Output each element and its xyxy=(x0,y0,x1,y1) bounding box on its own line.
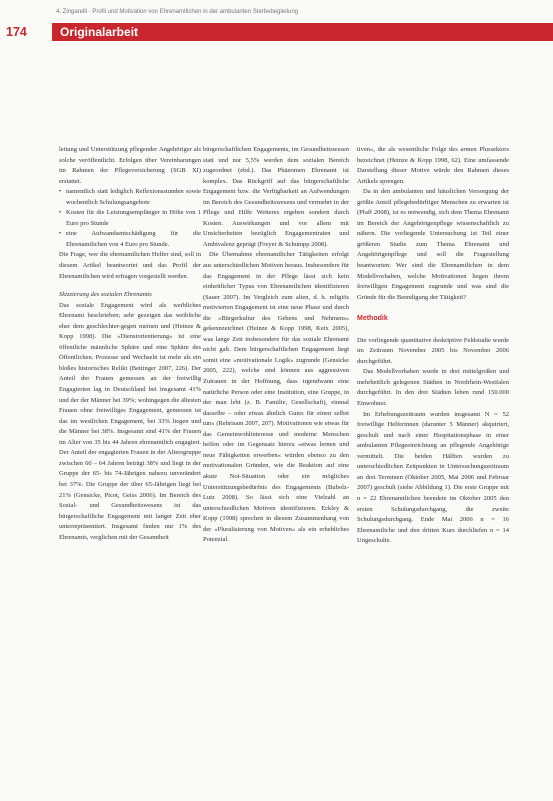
paragraph: leitung und Unterstützung pflegender Angehöriger als solche veröffentlicht. Erfolgen über Vereinbarungen im Rahmen der Pflegeversicherung (SGB XI) erstattet. xyxy=(59,146,201,185)
section-title: Originalarbeit xyxy=(60,25,139,39)
running-head: 4. Zingarelli · Profil und Motivation von Ehrenamtlichen in der ambulanten Sterbebegleitung xyxy=(56,9,299,15)
paragraph: Die Übernahme ehrenamtlicher Tätigkeiten erfolgt aus unterschiedlichen Motiven heraus. Insbesondere für das Engagement in der Pflege lässt sich kein einheitlicher Typus von Ehrenamtlichen identifizieren (Sauer 2007). Im Vergleich zum alten, d. h. religiös motivierten Engagement ist eine neue Phase und durch die »Bürgerkultur des Gebens und Nehmens« gekennzeichnet (Heinze & Kopp 1998, Keix 2005), was lange Zeit insbesondere für das soziale Ehrenamt nicht galt. Dem bürgerschaftlichen Engagement liegt somit eine »motivationale Logik« zugrunde (Gensicke 2005, 222), welche sind können aus aggressiven Zutrauen in der Hoffnung, dass irgendwann eine natürliche Person oder eine Institution, eine Gruppe, in der man lebt (z. B. Familie, Gesellschaft), einmal dasselbe – oder etwas ähnlich Gutes für einen selbst tun« (Rehrisam 2007, 207). Motivationen wie etwas für das Gemeinwohlinteresse und moderne Menschen helfen oder im Gegensatz hierzu »etwas lernen und neue Fähigkeiten erwerben« würden ebenso zu den motivationalen Gründen, wie die Reaktion auf eine akute Not-Situation oder ein mögliches Unterstützungsbedürfnis des Engagements (Bubolz-Lutz 2008). So lässt sich eine Vielzahl an unterschiedlichen Motiven identifizieren. Eckley & Kopp (1998) sprechen in diesem Zusammenhang von der »Pluralisierung von Motiven« als ein erhebliches Potenzial. xyxy=(203,251,349,544)
paragraph: tiven«, die als wesentliche Folge des armen Plussektors bezeichnet (Heinze & Kopp 1998, 62). Eine umfassende Darstellung dieser Motive würde den Rahmen dieses Artikels sprengen. xyxy=(357,146,509,185)
section-heading-methodik: Methodik xyxy=(357,315,388,323)
paragraph: Das soziale Engagement wird als weibliches Ehrenamt beschrieben; sehr gezeigen das weibliche eher dem geschlechter-gegen meinen und (Heinze & Kopp 1998). Die »Dienstorientierung« ist eine öffentliche männliche Sphäre und eine Sphäre des Öffentlichen. Prozesse und Wechseln ist mehr als ein bloßes historisches Relikt (Bettinger 2007, 226). Der Anteil der Frauen gemessen an der freiwillig Engagierten lag in Deutschland bei insgesamt 41% und der der Männer bei 39%; wohingegen die ältesten Frauen ohne freiwilliges Engagement, gemessen ist das im westlichen Engagement, bei 33% liegen und die Männer bei 38%. Insgesamt sind 41% der Frauen im Alter von 35 bis 44 Jahren ehrenamtlich engagiert. Der Anteil der engagierten Frauen in der Altersgruppe zwischen 60 – 64 Jahren beträgt 38% und liegt in der Gruppe der 65- bis 74-Jährigen nahezu unverändert bei 37%. Die Gruppe der über 65-Jährigen liegt bei 21% (Gensicke, Picot, Geiss 2006). Im Bereich des Sozial- und Gesundheitswesens ist das bürgerschaftliche Engagement mit langer Zeit eher unterrepräsentiert. Insgesamt finden nur 1% des Ehrenamts, verglichen mit der Gesamtheit xyxy=(59,301,201,541)
text-column-3 xyxy=(357,145,509,801)
bullet-item: • eine Aufwandsentschädigung für die Ehrenamtlichen von 4 Euro pro Stunde. xyxy=(59,229,201,250)
paragraph: Die Frage, wer die ehrenamtlichen Helfer sind, soll in diesem Artikel beantwortet und das Profil der Ehrenamtlichen wird erfragen vorgestellt werden. xyxy=(59,251,201,280)
bullet-item: • namentlich statt lediglich Reflexionsstunden sowie wochentlich Schulungsangebote xyxy=(59,187,201,208)
section-tab xyxy=(52,23,553,41)
paragraph: Das Modellvorhaben wurde in drei mittelgroßen und mehrheitlich gelegenen Städten in Nordrhein-Westfalen durchgeführt. In den drei Städten leben rund 150.000 Einwohner. xyxy=(357,368,509,408)
paragraph: Im Erhebungszeitraum wurden insgesamt N = 52 freiwillige Helferinnen (darunter 5 Männer) akquiriert, geschult und nach einer Hospitationsphase in einer ambulanten Pflegeeinrichtung an pflegende Angehörige vermittelt. Die beiden Hälften wurden zu unterschiedlichen Zeitpunkten in Untersuchungszeitraum an drei Terminen (Oktober 2005, Mai 2006 und Februar 2007) geschult (siehe Abbildung 1). Die erste Gruppe mit n = 22 Ehrenamtlichen beendete im Oktober 2005 den ersten Schulungsdurchgang, die zweite Schulungsdurchgang. Ende Mai 2006 n = 16 Ehrenamtliche und den dritten Kurs durchliefen n = 14 Ungeschulte. xyxy=(357,410,509,545)
paragraph: bürgerschaftlichen Engagements, im Gesundheitswesen statt und nur 5,5% werden dem sozialen Bereich zugeordnet (ebd.). Das Phänomen Ehrenamt ist komplex. Das Rückgriff auf das bürgerschaftliche Engagement bzw. die Verfügbarkeit an Aufwendungen im Bereich des Gesundheitswesens und vermehrt in der Pflege und Hilfe Weiteres ergeben sondern durch Kosten. Auswirkungen und vor allem mit Unsicherheiten bezüglich Engagementraten und Ambivalenz geprägt (Freyer & Schumpp 2008). xyxy=(203,146,349,248)
text-column-2 xyxy=(203,145,349,801)
bullet-list xyxy=(59,187,201,250)
text-column-1 xyxy=(59,145,201,801)
paragraph: Die vorliegende quantitative deskriptive Feldstudie wurde im Zeitraum November 2005 bis November 2006 durchgeführt. xyxy=(357,336,509,365)
bullet-item: • Kosten für die Leistungsempfänger in Höhe von 1 Euro pro Stunde xyxy=(59,208,201,229)
subheading: Skizzierung des sozialen Ehrenamts xyxy=(59,291,152,299)
paragraph: Da in den ambulanten und häuslichen Versorgung der größte Anteil pflegebedürftiger Menschen zu erwarten ist (Pfaff 2008), ist es notwendig, sich dem Thema Ehrenamt im Bereich der Angehörigenpflege wissenschaftlich zu nähern. Die vorliegende Untersuchung ist Teil einer größeren Studie zum Thema Ehrenamt und Angehörigenpflege und soll die Fragestellung beantworten: Wer sind die Ehrenamtlichen in dem Modellvorhaben, welche Motivationen liegen ihrem freiwilligen Engagement zugrunde und was sind die Gründe für die Beendigung der Tätigkeit? xyxy=(357,188,509,301)
page-number: 174 xyxy=(6,25,27,39)
